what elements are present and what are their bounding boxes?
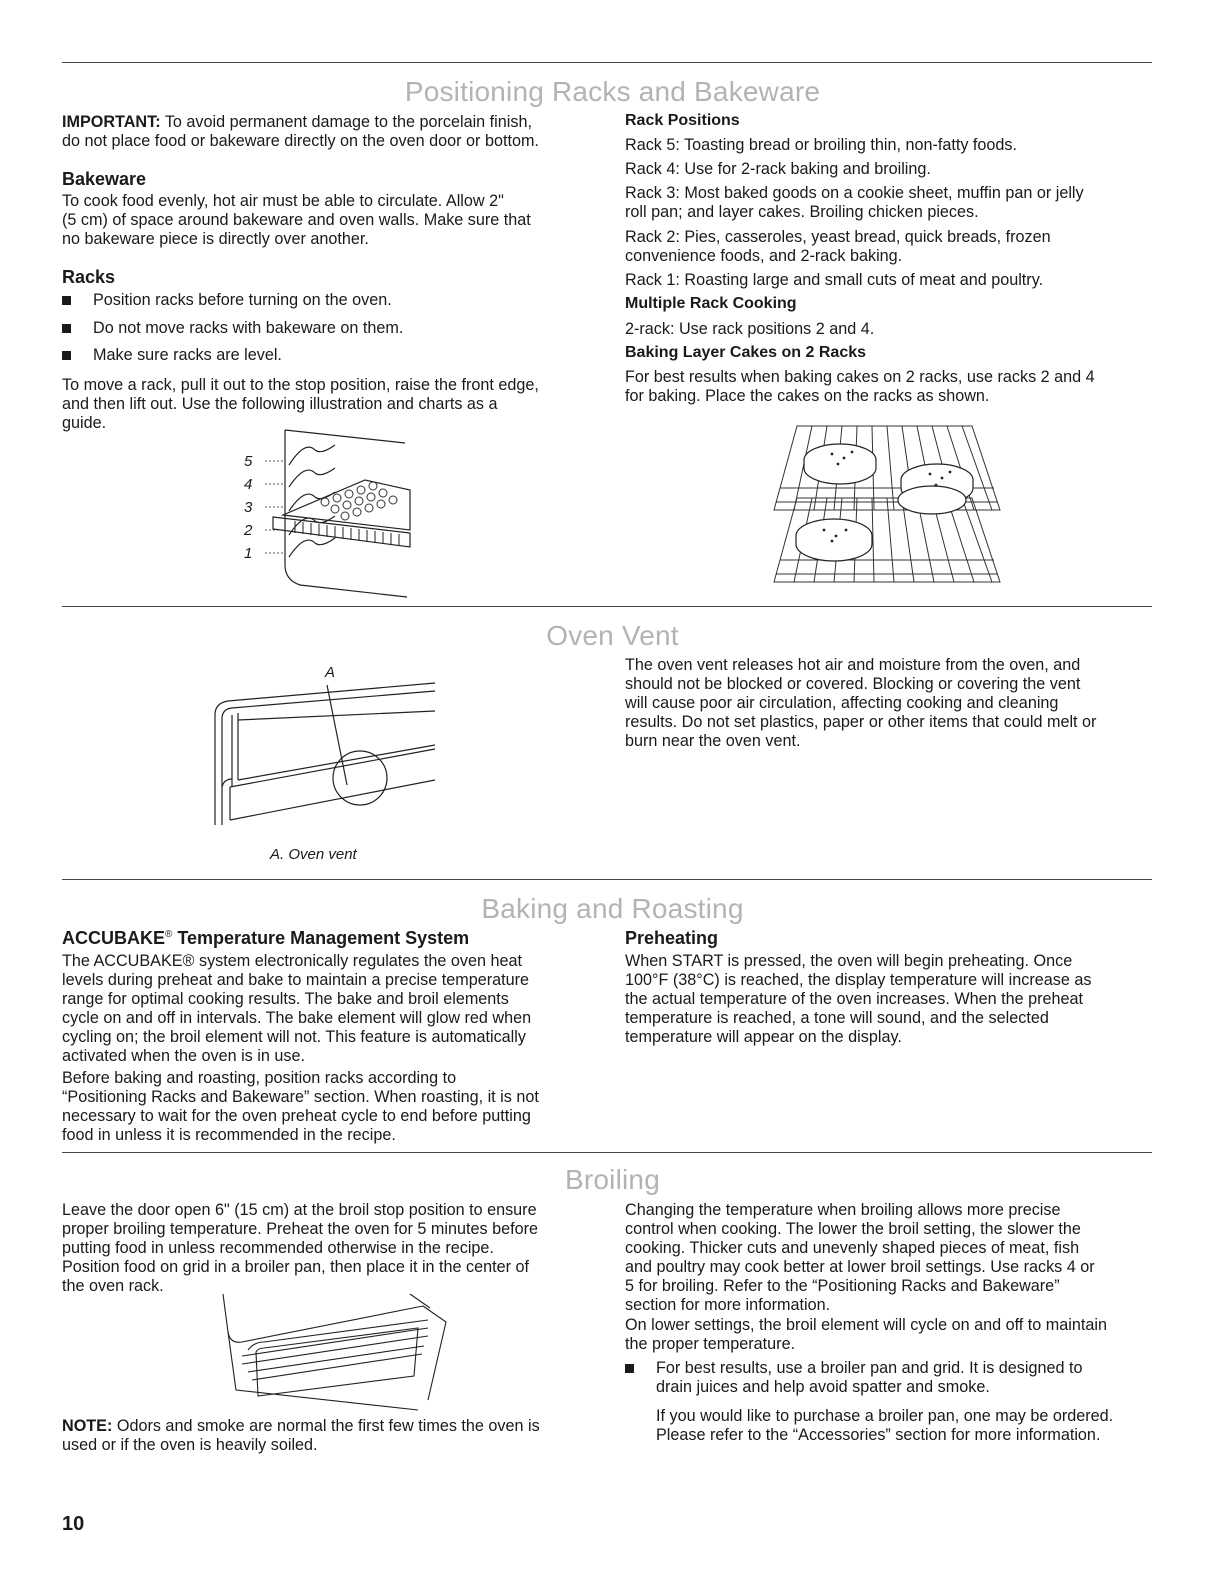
note-text-2: used or if the oven is heavily soiled. [62, 1436, 318, 1454]
vent-line: burn near the oven vent. [625, 732, 801, 750]
rack-position-line: Rack 2: Pies, casseroles, yeast bread, quick breads, frozen [625, 228, 1051, 246]
rack-number-label: 1 [244, 545, 253, 562]
rack-position-line: convenience foods, and 2-rack baking. [625, 247, 903, 265]
purchase-line: If you would like to purchase a broiler pan, one may be ordered. [656, 1407, 1114, 1425]
multiple-rack-heading: Multiple Rack Cooking [625, 295, 797, 312]
preheating-paragraph [625, 952, 1091, 1047]
broil-right-line: Changing the temperature when broiling allows more precise [625, 1201, 1061, 1219]
rack-position-1 [625, 271, 1043, 290]
bullet-line: drain juices and help avoid spatter and smoke. [656, 1378, 990, 1396]
section-title-racks: Positioning Racks and Bakeware [404, 76, 821, 107]
lower-line: On lower settings, the broil element will cycle on and off to maintain [625, 1316, 1107, 1334]
important-label: IMPORTANT: [62, 113, 161, 131]
accubake-line: levels during preheat and bake to maintain a precise temperature [62, 971, 530, 989]
bakeware-line: (5 cm) of space around bakeware and oven walls. Make sure that [62, 211, 531, 229]
broil-right-line: cooking. Thicker cuts and unevenly shaped pieces of meat, fish [625, 1239, 1080, 1257]
lower-line: the proper temperature. [625, 1335, 796, 1353]
important-text-1: To avoid permanent damage to the porcelain finish, [160, 113, 532, 131]
before-baking-paragraph [62, 1069, 539, 1145]
purchase-paragraph [656, 1407, 1113, 1445]
move-line: and then lift out. Use the following illustration and charts as a [62, 395, 498, 413]
bullet-square-icon [625, 1364, 634, 1373]
rack-positions-illustration [255, 425, 415, 605]
vent-line: The oven vent releases hot air and moisture from the oven, and [625, 656, 1081, 674]
accubake-line: cycling on; the broil element will not. This feature is automatically [62, 1028, 526, 1046]
preheat-line: the actual temperature of the oven increases. When the preheat [625, 990, 1084, 1008]
broil-right-line: section for more information. [625, 1296, 831, 1314]
accubake-heading-rest: Temperature Management System [172, 928, 470, 948]
important-text-2: do not place food or bakeware directly on the oven door or bottom. [62, 132, 539, 150]
bakeware-line: To cook food evenly, hot air must be able to circulate. Allow 2" [62, 192, 504, 210]
section-rule-baking [62, 879, 1152, 880]
rack-position-line: Rack 4: Use for 2-rack baking and broiling. [625, 160, 931, 178]
bullet-square-icon [62, 296, 71, 305]
racks-bullet-text: Position racks before turning on the oven. [93, 291, 392, 309]
before-line: food in unless it is recommended in the recipe. [62, 1126, 396, 1144]
racks-bullet-text: Do not move racks with bakeware on them. [93, 319, 404, 337]
broiling-right-paragraph [625, 1201, 1095, 1315]
rack-number-label: 3 [244, 499, 253, 516]
accubake-heading-brand: ACCUBAKE [62, 928, 165, 948]
vent-line: should not be blocked or covered. Blocking or covering the vent [625, 675, 1081, 693]
bullet-square-icon [62, 324, 71, 333]
broil-line: the oven rack. [62, 1277, 164, 1295]
rack-numbers [244, 450, 252, 565]
accubake-heading [62, 928, 469, 949]
rack-position-line: Rack 5: Toasting bread or broiling thin, non-fatty foods. [625, 136, 1018, 154]
lower-settings-paragraph [625, 1316, 1107, 1354]
move-line: guide. [62, 414, 107, 432]
layer-line: for baking. Place the cakes on the racks as shown. [625, 387, 990, 405]
rack-position-line: roll pan; and layer cakes. Broiling chicken pieces. [625, 203, 979, 221]
section-rule-vent [62, 606, 1152, 607]
broil-right-line: and poultry may cook better at lower broil settings. Use racks 4 or [625, 1258, 1095, 1276]
preheating-heading: Preheating [625, 928, 719, 948]
section-title-vent: Oven Vent [546, 620, 679, 651]
registered-mark: ® [165, 929, 173, 940]
section-title-baking: Baking and Roasting [481, 893, 744, 924]
bakeware-line: no bakeware piece is directly over another. [62, 230, 369, 248]
purchase-line: Please refer to the “Accessories” section for more information. [656, 1426, 1101, 1444]
broiler-pan-bullet-text [656, 1359, 1083, 1397]
two-rack-cakes-illustration [772, 418, 1007, 588]
oven-vent-illustration [210, 675, 445, 830]
rack-position-line: Rack 1: Roasting large and small cuts of meat and poultry. [625, 271, 1044, 289]
accubake-line: The ACCUBAKE® system electronically regulates the oven heat [62, 952, 522, 970]
move-line: To move a rack, pull it out to the stop position, raise the front edge, [62, 376, 539, 394]
rack-position-2 [625, 228, 1051, 266]
vent-paragraph [625, 656, 1096, 751]
broil-door-illustration [218, 1292, 453, 1412]
rack-number-label: 4 [244, 476, 253, 493]
rack-positions-heading: Rack Positions [625, 112, 740, 129]
rack-number-label: 2 [244, 522, 253, 539]
preheat-line: temperature is reached, a tone will sound, and the selected [625, 1009, 1049, 1027]
racks-bullet-text: Make sure racks are level. [93, 346, 282, 364]
bakeware-heading: Bakeware [62, 169, 147, 189]
vent-line: results. Do not set plastics, paper or other items that could melt or [625, 713, 1097, 731]
broil-note [62, 1417, 540, 1455]
rack-number-label: 5 [244, 453, 253, 470]
broil-right-line: 5 for broiling. Refer to the “Positioning Racks and Bakeware” [625, 1277, 1060, 1295]
note-text-1: Odors and smoke are normal the first few times the oven is [112, 1417, 540, 1435]
vent-line: will cause poor air circulation, affecting cooking and cleaning [625, 694, 1059, 712]
page-number: 10 [62, 1513, 85, 1535]
bullet-line: For best results, use a broiler pan and grid. It is designed to [656, 1359, 1083, 1377]
racks-heading: Racks [62, 267, 116, 287]
section-rule-racks [62, 62, 1152, 63]
preheat-line: When START is pressed, the oven will begin preheating. Once [625, 952, 1073, 970]
accubake-line: activated when the oven is in use. [62, 1047, 305, 1065]
rack-position-3 [625, 184, 1084, 222]
before-line: Before baking and roasting, position racks according to [62, 1069, 457, 1087]
broil-right-line: control when cooking. The lower the broil setting, the slower the [625, 1220, 1081, 1238]
accubake-paragraph [62, 952, 531, 1066]
bakeware-paragraph [62, 192, 531, 249]
layer-cakes-heading: Baking Layer Cakes on 2 Racks [625, 344, 867, 361]
broil-line: proper broiling temperature. Preheat the oven for 5 minutes before [62, 1220, 539, 1238]
accubake-line: cycle on and off in intervals. The bake element will glow red when [62, 1009, 532, 1027]
broiling-left-paragraph [62, 1201, 538, 1296]
rack-position-4 [625, 160, 931, 179]
before-line: “Positioning Racks and Bakeware” section. When roasting, it is not [62, 1088, 539, 1106]
section-title-broiling: Broiling [565, 1164, 660, 1195]
preheat-line: temperature will appear on the display. [625, 1028, 902, 1046]
preheat-line: 100°F (38°C) is reached, the display temperature will increase as [625, 971, 1092, 989]
layer-cakes-paragraph [625, 368, 1095, 406]
vent-caption: A. Oven vent [270, 846, 357, 863]
broil-line: Position food on grid in a broiler pan, then place it in the center of [62, 1258, 530, 1276]
multiple-rack-text: 2-rack: Use rack positions 2 and 4. [625, 320, 875, 338]
layer-line: For best results when baking cakes on 2 racks, use racks 2 and 4 [625, 368, 1095, 386]
important-notice [62, 113, 539, 151]
rack-position-line: Rack 3: Most baked goods on a cookie sheet, muffin pan or jelly [625, 184, 1084, 202]
bullet-square-icon [62, 351, 71, 360]
broil-line: putting food in unless recommended otherwise in the recipe. [62, 1239, 494, 1257]
accubake-line: range for optimal cooking results. The bake and broil elements [62, 990, 509, 1008]
broil-line: Leave the door open 6" (15 cm) at the broil stop position to ensure [62, 1201, 537, 1219]
section-rule-broiling [62, 1152, 1152, 1153]
rack-position-5 [625, 136, 1017, 155]
vent-callout-a: A [325, 664, 336, 681]
before-line: necessary to wait for the oven preheat cycle to end before putting [62, 1107, 531, 1125]
note-label: NOTE: [62, 1417, 113, 1435]
